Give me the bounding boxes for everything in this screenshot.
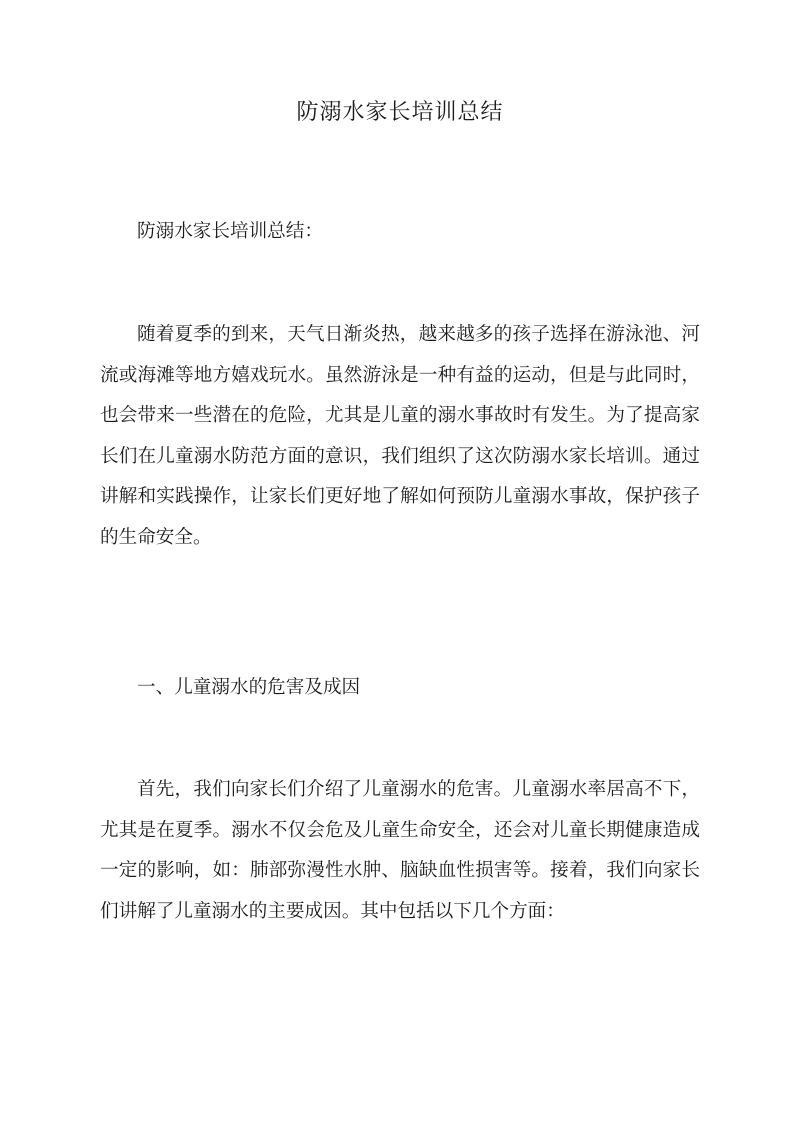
section-heading-hazards: 一、儿童溺水的危害及成因 bbox=[137, 677, 361, 698]
document-title: 防溺水家长培训总结 bbox=[296, 100, 504, 125]
paragraph-background: 随着夏季的到来，天气日渐炎热，越来越多的孩子选择在游泳池、河流或海滩等地方嬉戏玩水。虽然游泳是一种有益的运动，但是与此同时，也会带来一些潜在的危险，尤其是儿童的溺水事故时有发生。为了提高家长们在儿童溺水防范方面的意识，我们组织了这次防溺水家长培训。通过讲解和实践操作，让家长们更好地了解如何预防儿童溺水事故，保护孩子的生命安全。 bbox=[100, 324, 700, 548]
intro-line: 防溺水家长培训总结： bbox=[137, 221, 323, 242]
paragraph-hazards: 首先，我们向家长们介绍了儿童溺水的危害。儿童溺水率居高不下，尤其是在夏季。溺水不仅会危及儿童生命安全，还会对儿童长期健康造成一定的影响，如：肺部弥漫性水肿、脑缺血性损害等。接着，我们向家长们讲解了儿童溺水的主要成因。其中包括以下几个方面： bbox=[100, 779, 700, 922]
